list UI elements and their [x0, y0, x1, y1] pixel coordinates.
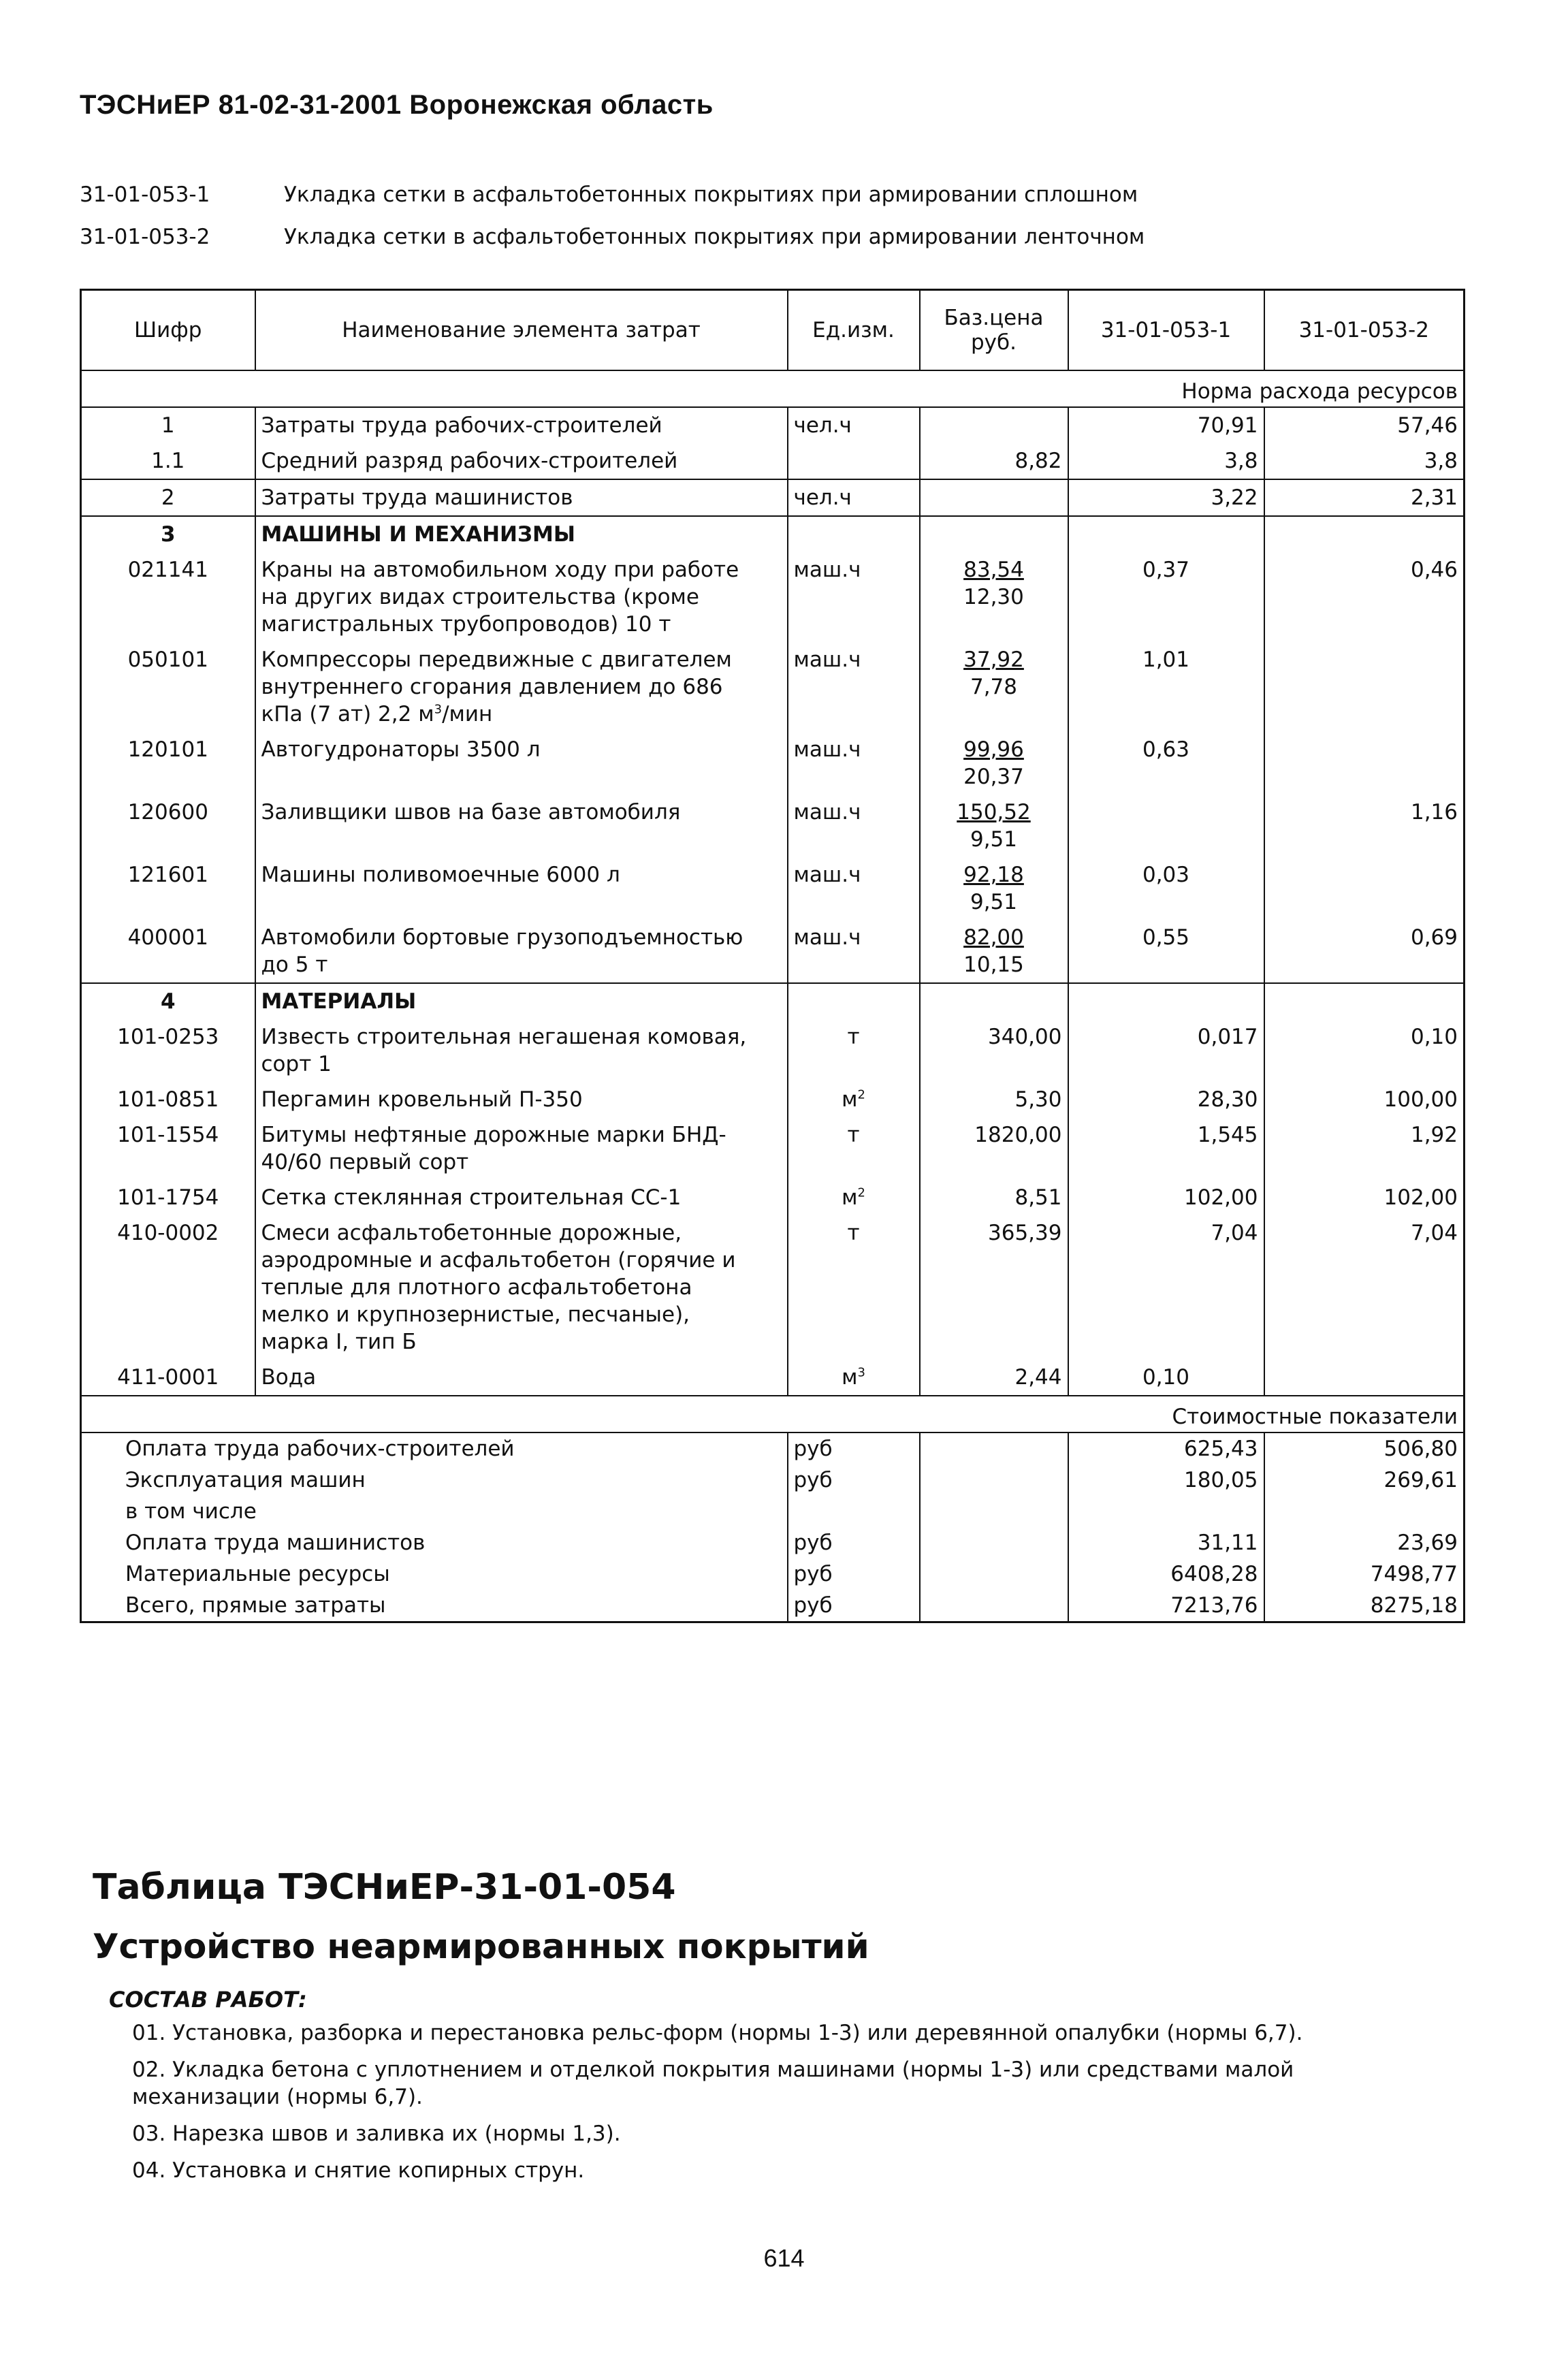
summary-row — [81, 1590, 1465, 1622]
row-name: Вода — [255, 1360, 788, 1396]
row-unit — [788, 1180, 920, 1215]
table-row — [81, 1082, 1465, 1117]
row-code: 411-0001 — [117, 1365, 219, 1390]
unit-text: м — [842, 1185, 858, 1210]
row-value-1: 0,017 — [1068, 1019, 1264, 1082]
price-base: 37,92 — [963, 647, 1024, 672]
row-unit: маш.ч — [788, 642, 920, 732]
summary-unit: руб — [788, 1432, 920, 1464]
row-code: 120600 — [127, 800, 208, 825]
row-value-2 — [1264, 857, 1465, 920]
cost-label: Стоимостные показатели — [81, 1396, 1465, 1432]
summary-unit: руб — [788, 1558, 920, 1590]
table-row — [81, 1360, 1465, 1396]
row-price: 5,30 — [920, 1082, 1068, 1117]
price-wage: 9,51 — [970, 827, 1018, 852]
price-base: 92,18 — [963, 863, 1024, 887]
row-code: 120101 — [127, 737, 208, 762]
summary-value-1: 6408,28 — [1068, 1558, 1264, 1590]
row-name: Автогудронаторы 3500 л — [255, 732, 788, 795]
summary-label: Оплата труда рабочих-строителей — [81, 1432, 788, 1464]
row-name — [255, 552, 788, 642]
row-price — [920, 479, 1068, 516]
row-code: 021141 — [127, 558, 208, 582]
row-code: 101-1554 — [117, 1123, 219, 1147]
row-name-line: внутреннего сгорания давлением до 686 — [261, 675, 723, 699]
row-name-line: магистральных трубопроводов) 10 т — [261, 612, 671, 637]
header-price-line2: руб. — [971, 330, 1017, 355]
row-price — [920, 857, 1068, 920]
table-row — [81, 479, 1465, 516]
next-table-subtitle: Устройство неармированных покрытий — [93, 1927, 869, 1966]
row-unit: маш.ч — [788, 552, 920, 642]
row-price: 8,51 — [920, 1180, 1068, 1215]
row-unit: т — [788, 1117, 920, 1180]
row-value-2: 2,31 — [1264, 479, 1465, 516]
summary-row — [81, 1558, 1465, 1590]
superscript: 2 — [857, 1087, 865, 1102]
row-name-line: 40/60 первый сорт — [261, 1150, 469, 1174]
row-value-2: 0,69 — [1264, 920, 1465, 983]
row-price: 365,39 — [920, 1215, 1068, 1360]
row-price — [920, 920, 1068, 983]
row-name-part: /мин — [442, 702, 493, 726]
row-name-line: на других видах строительства (кроме — [261, 585, 700, 609]
row-name — [255, 920, 788, 983]
header-norm-2: 31-01-053-2 — [1264, 290, 1465, 371]
row-price — [920, 552, 1068, 642]
row-value-1: 102,00 — [1068, 1180, 1264, 1215]
row-value-1: 0,55 — [1068, 920, 1264, 983]
table-row — [81, 407, 1465, 443]
section-row — [81, 516, 1465, 552]
row-code: 3 — [81, 516, 255, 552]
price-wage: 10,15 — [963, 953, 1024, 977]
summary-value-2: 269,61 — [1264, 1464, 1465, 1496]
row-value-1: 0,03 — [1068, 857, 1264, 920]
row-unit: т — [788, 1215, 920, 1360]
resource-table — [80, 289, 1465, 1623]
row-name-line: Компрессоры передвижные с двигателем — [261, 647, 732, 672]
intro-item — [80, 182, 1145, 225]
table-row — [81, 795, 1465, 857]
intro-item — [80, 225, 1145, 267]
table-row — [81, 642, 1465, 732]
price-wage: 9,51 — [970, 890, 1018, 914]
summary-value-2: 7498,77 — [1264, 1558, 1465, 1590]
row-name-line: до 5 т — [261, 953, 328, 977]
row-value-2: 0,46 — [1264, 552, 1465, 642]
row-code: 4 — [81, 983, 255, 1019]
works-list — [132, 2019, 1426, 2194]
table-header-row — [81, 290, 1465, 371]
row-name: Заливщики швов на базе автомобиля — [255, 795, 788, 857]
row-value-2: 102,00 — [1264, 1180, 1465, 1215]
row-unit: чел.ч — [788, 479, 920, 516]
table-row — [81, 857, 1465, 920]
price-base: 83,54 — [963, 558, 1024, 582]
row-name — [255, 1215, 788, 1360]
summary-row — [81, 1432, 1465, 1464]
row-name: Затраты труда машинистов — [255, 479, 788, 516]
row-name: Средний разряд рабочих-строителей — [255, 443, 788, 479]
intro-list — [80, 182, 1145, 267]
row-unit: т — [788, 1019, 920, 1082]
summary-value-2: 8275,18 — [1264, 1590, 1465, 1622]
norm-label: Норма расхода ресурсов — [81, 370, 1465, 407]
row-price — [920, 407, 1068, 443]
summary-value-2: 506,80 — [1264, 1432, 1465, 1464]
intro-code: 31-01-053-2 — [80, 225, 210, 249]
summary-label: Эксплуатация машин — [125, 1468, 366, 1492]
row-value-2: 100,00 — [1264, 1082, 1465, 1117]
section-row — [81, 983, 1465, 1019]
row-name-part: кПа (7 ат) 2,2 м — [261, 702, 434, 726]
price-base: 150,52 — [957, 800, 1031, 825]
row-value-1: 1,545 — [1068, 1117, 1264, 1180]
superscript: 2 — [857, 1185, 865, 1200]
cost-label-row — [81, 1396, 1465, 1432]
row-price — [920, 795, 1068, 857]
summary-label: Материальные ресурсы — [125, 1562, 390, 1586]
row-name-line: сорт 1 — [261, 1052, 332, 1076]
works-item: 03. Нарезка швов и заливка их (нормы 1,3). — [132, 2122, 621, 2146]
summary-unit: руб — [788, 1527, 920, 1558]
page-header: ТЭСНиЕР 81-02-31-2001 Воронежская область — [80, 90, 714, 120]
row-price — [920, 732, 1068, 795]
header-norm-1: 31-01-053-1 — [1068, 290, 1264, 371]
row-price: 8,82 — [920, 443, 1068, 479]
unit-text: м — [842, 1365, 858, 1390]
row-value-1: 1,01 — [1068, 642, 1264, 732]
row-price: 2,44 — [920, 1360, 1068, 1396]
row-price: 1820,00 — [920, 1117, 1068, 1180]
table-row — [81, 920, 1465, 983]
row-value-2 — [1264, 1360, 1465, 1396]
row-value-1: 3,8 — [1068, 443, 1264, 479]
row-code: 400001 — [127, 925, 208, 950]
row-unit: маш.ч — [788, 857, 920, 920]
header-unit: Ед.изм. — [788, 290, 920, 371]
header-price-line1: Баз.цена — [944, 306, 1044, 330]
row-name-line: Битумы нефтяные дорожные марки БНД- — [261, 1123, 726, 1147]
row-value-2: 3,8 — [1264, 443, 1465, 479]
row-name-line: Смеси асфальтобетонные дорожные, — [261, 1221, 682, 1245]
intro-text: Укладка сетки в асфальтобетонных покрытиях при армировании сплошном — [284, 182, 1138, 207]
row-code: 101-1754 — [117, 1185, 219, 1210]
summary-row — [81, 1464, 1465, 1496]
price-wage: 12,30 — [963, 585, 1024, 609]
row-unit — [788, 443, 920, 479]
row-value-1 — [1068, 795, 1264, 857]
row-unit — [788, 1360, 920, 1396]
row-unit: чел.ч — [788, 407, 920, 443]
row-name: Затраты труда рабочих-строителей — [255, 407, 788, 443]
superscript: 3 — [434, 702, 443, 717]
row-price — [920, 642, 1068, 732]
row-value-2 — [1264, 642, 1465, 732]
row-code: 1 — [81, 407, 255, 443]
price-wage: 7,78 — [970, 675, 1018, 699]
row-name-line: Известь строительная негашеная комовая, — [261, 1025, 747, 1049]
table-row — [81, 1180, 1465, 1215]
row-code: 121601 — [127, 863, 208, 887]
row-value-2: 57,46 — [1264, 407, 1465, 443]
section-title: МАТЕРИАЛЫ — [255, 983, 788, 1019]
row-value-2: 7,04 — [1264, 1215, 1465, 1360]
row-name: Сетка стеклянная строительная СС-1 — [255, 1180, 788, 1215]
table-row — [81, 552, 1465, 642]
row-value-2: 1,92 — [1264, 1117, 1465, 1180]
row-value-2 — [1264, 732, 1465, 795]
page-number: 614 — [763, 2244, 805, 2272]
row-name-line — [261, 701, 782, 728]
works-item: 04. Установка и снятие копирных струн. — [132, 2158, 585, 2183]
superscript: 3 — [857, 1365, 865, 1380]
row-value-1: 7,04 — [1068, 1215, 1264, 1360]
row-value-2: 1,16 — [1264, 795, 1465, 857]
norm-label-row — [81, 370, 1465, 407]
row-price: 340,00 — [920, 1019, 1068, 1082]
row-name-line: марка I, тип Б — [261, 1330, 417, 1354]
price-base: 82,00 — [963, 925, 1024, 950]
row-value-1: 3,22 — [1068, 479, 1264, 516]
summary-label: в том числе — [125, 1499, 257, 1524]
section-title: МАШИНЫ И МЕХАНИЗМЫ — [255, 516, 788, 552]
row-value-1: 0,37 — [1068, 552, 1264, 642]
table-row — [81, 1117, 1465, 1180]
summary-value-1: 625,43 — [1068, 1432, 1264, 1464]
row-name: Пергамин кровельный П-350 — [255, 1082, 788, 1117]
table-row — [81, 1215, 1465, 1360]
row-unit: маш.ч — [788, 732, 920, 795]
summary-value-1: 7213,76 — [1068, 1590, 1264, 1622]
row-name — [255, 642, 788, 732]
works-heading: СОСТАВ РАБОТ: — [109, 1987, 307, 2013]
table-row — [81, 443, 1465, 479]
row-name — [255, 1117, 788, 1180]
row-code: 2 — [81, 479, 255, 516]
row-value-1: 0,10 — [1068, 1360, 1264, 1396]
header-name: Наименование элемента затрат — [255, 290, 788, 371]
header-price — [920, 290, 1068, 371]
row-code: 101-0253 — [117, 1025, 219, 1049]
summary-row — [81, 1496, 1465, 1527]
intro-code: 31-01-053-1 — [80, 182, 210, 207]
table-row — [81, 732, 1465, 795]
summary-value-1: 180,05 — [1068, 1464, 1264, 1496]
next-table-title: Таблица ТЭСНиЕР-31-01-054 — [93, 1867, 676, 1908]
row-unit — [788, 1082, 920, 1117]
row-unit: маш.ч — [788, 795, 920, 857]
row-code: 410-0002 — [117, 1221, 219, 1245]
row-value-1: 28,30 — [1068, 1082, 1264, 1117]
summary-label: Оплата труда машинистов — [125, 1531, 426, 1555]
intro-text: Укладка сетки в асфальтобетонных покрытиях при армировании ленточном — [284, 225, 1145, 249]
summary-unit: руб — [788, 1590, 920, 1622]
row-name — [255, 1019, 788, 1082]
summary-value-1: 31,11 — [1068, 1527, 1264, 1558]
table-row — [81, 1019, 1465, 1082]
works-item: 02. Укладка бетона с уплотнением и отделкой покрытия машинами (нормы 1-3) или средствами малой механизации (нормы 6,7). — [132, 2058, 1294, 2109]
summary-label: Всего, прямые затраты — [125, 1593, 386, 1618]
works-item: 01. Установка, разборка и перестановка рельс-форм (нормы 1-3) или деревянной опалубки (нормы 6,7). — [132, 2021, 1303, 2045]
summary-value-2: 23,69 — [1264, 1527, 1465, 1558]
row-value-1: 0,63 — [1068, 732, 1264, 795]
header-code: Шифр — [81, 290, 255, 371]
summary-unit: руб — [788, 1464, 920, 1496]
row-value-2: 0,10 — [1264, 1019, 1465, 1082]
row-value-1: 70,91 — [1068, 407, 1264, 443]
price-base: 99,96 — [963, 737, 1024, 762]
summary-row — [81, 1527, 1465, 1558]
price-wage: 20,37 — [963, 765, 1024, 789]
row-code: 1.1 — [151, 449, 185, 473]
row-name-line: Автомобили бортовые грузоподъемностью — [261, 925, 743, 950]
row-code: 101-0851 — [117, 1087, 219, 1112]
row-code: 050101 — [127, 647, 208, 672]
unit-text: м — [842, 1087, 858, 1112]
row-name-line: аэродромные и асфальтобетон (горячие и — [261, 1248, 736, 1272]
row-unit: маш.ч — [788, 920, 920, 983]
row-name-line: Краны на автомобильном ходу при работе — [261, 558, 739, 582]
row-name-line: теплые для плотного асфальтобетона — [261, 1275, 692, 1300]
row-name-line: мелко и крупнозернистые, песчаные), — [261, 1302, 690, 1327]
row-name: Машины поливомоечные 6000 л — [255, 857, 788, 920]
